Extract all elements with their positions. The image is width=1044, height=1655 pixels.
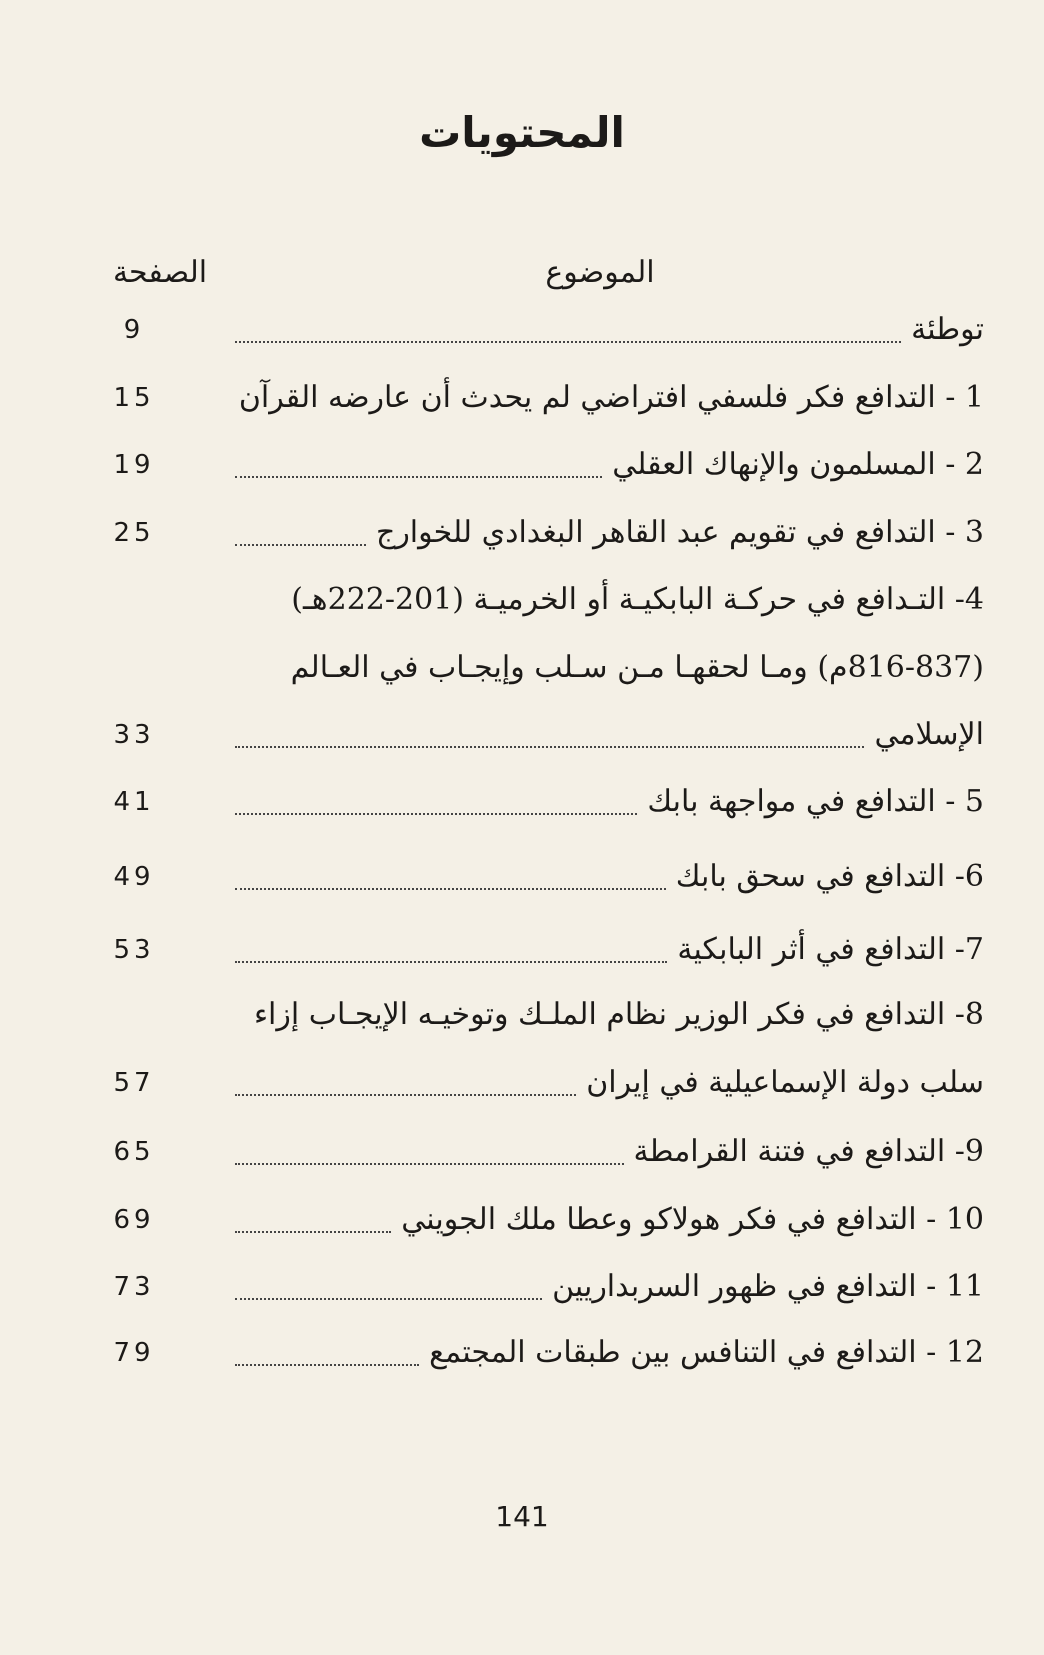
leader-dots — [235, 888, 666, 890]
toc-entry-title: 5 - التدافع في مواجهة بابك — [647, 784, 984, 819]
toc-entry-page: 41 — [113, 787, 155, 817]
toc-entry-line: (816-837م) ومـا لحقهـا مـن سـلب وإيجـاب في العـالم — [290, 650, 984, 685]
toc-entry — [0, 373, 1044, 423]
toc-entry-title: 11 - التدافع في ظهور السربداريين — [552, 1269, 984, 1304]
toc-entry-page: 79 — [113, 1338, 155, 1368]
toc-entry-line: 8- التدافع في فكر الوزير نظام الملـك وتوخيـه الإيجـاب إزاء — [253, 997, 984, 1032]
toc-entry-title: سلب دولة الإسماعيلية في إيران — [586, 1065, 984, 1100]
toc-entry-title: الإسلامي — [874, 717, 984, 752]
toc-entry — [0, 1262, 1044, 1312]
toc-entry-page: 73 — [113, 1272, 155, 1302]
leader-dots — [235, 1364, 419, 1366]
leader-dots — [235, 1298, 542, 1300]
leader-dots — [235, 746, 864, 748]
toc-entry-line: 4- التـدافع في حركـة البابكيـة أو الخرميـة (201-222هـ) — [291, 582, 984, 617]
toc-entry — [0, 440, 1044, 490]
toc-entry — [0, 925, 1044, 975]
toc-entry-title: 6- التدافع في سحق بابك — [675, 859, 984, 894]
toc-entry — [0, 1328, 1044, 1378]
leader-dots — [235, 1231, 391, 1233]
leader-dots — [235, 544, 366, 546]
toc-entry — [0, 710, 1044, 760]
toc-entry — [0, 1058, 1044, 1108]
toc-entry-page: 49 — [113, 862, 155, 892]
leader-dots — [235, 341, 901, 343]
toc-entry — [0, 777, 1044, 827]
toc-entry-page: 15 — [113, 383, 155, 413]
toc-entry-page: 57 — [113, 1068, 155, 1098]
toc-entry-page: 53 — [113, 935, 155, 965]
toc-entry-page: 69 — [113, 1205, 155, 1235]
topic-column-header: الموضوع — [545, 255, 655, 290]
toc-entry-title: 9- التدافع في فتنة القرامطة — [633, 1134, 984, 1169]
leader-dots — [235, 476, 602, 478]
toc-entry-title: 3 - التدافع في تقويم عبد القاهر البغدادي للخوارج — [375, 515, 984, 550]
toc-entry-title: 1 - التدافع فكر فلسفي افتراضي لم يحدث أن عارضه القرآن — [238, 380, 984, 415]
leader-dots — [235, 1163, 624, 1165]
toc-entry-title: 2 - المسلمون والإنهاك العقلي — [612, 447, 984, 482]
toc-entry — [0, 508, 1044, 558]
toc-entry-page: 25 — [113, 518, 155, 548]
toc-entry-title: 7- التدافع في أثر البابكية — [677, 932, 984, 967]
toc-entry-title: توطئة — [911, 312, 984, 347]
page-title: المحتويات — [419, 108, 625, 157]
leader-dots — [235, 813, 637, 815]
page-number: 141 — [495, 1500, 549, 1533]
toc-entry — [0, 1127, 1044, 1177]
toc-entry — [0, 305, 1044, 355]
page-column-header: الصفحة — [112, 255, 208, 290]
leader-dots — [235, 1094, 576, 1096]
toc-entry-title: 12 - التدافع في التنافس بين طبقات المجتمع — [429, 1335, 984, 1370]
leader-dots — [235, 961, 667, 963]
toc-entry-page: 33 — [113, 720, 155, 750]
toc-entry-page: 65 — [113, 1137, 155, 1167]
toc-entry-page: 9 — [123, 315, 145, 345]
toc-entry-page: 19 — [113, 450, 155, 480]
toc-entry — [0, 852, 1044, 902]
toc-entry-title: 10 - التدافع في فكر هولاكو وعطا ملك الجويني — [401, 1202, 984, 1237]
toc-entry — [0, 1195, 1044, 1245]
